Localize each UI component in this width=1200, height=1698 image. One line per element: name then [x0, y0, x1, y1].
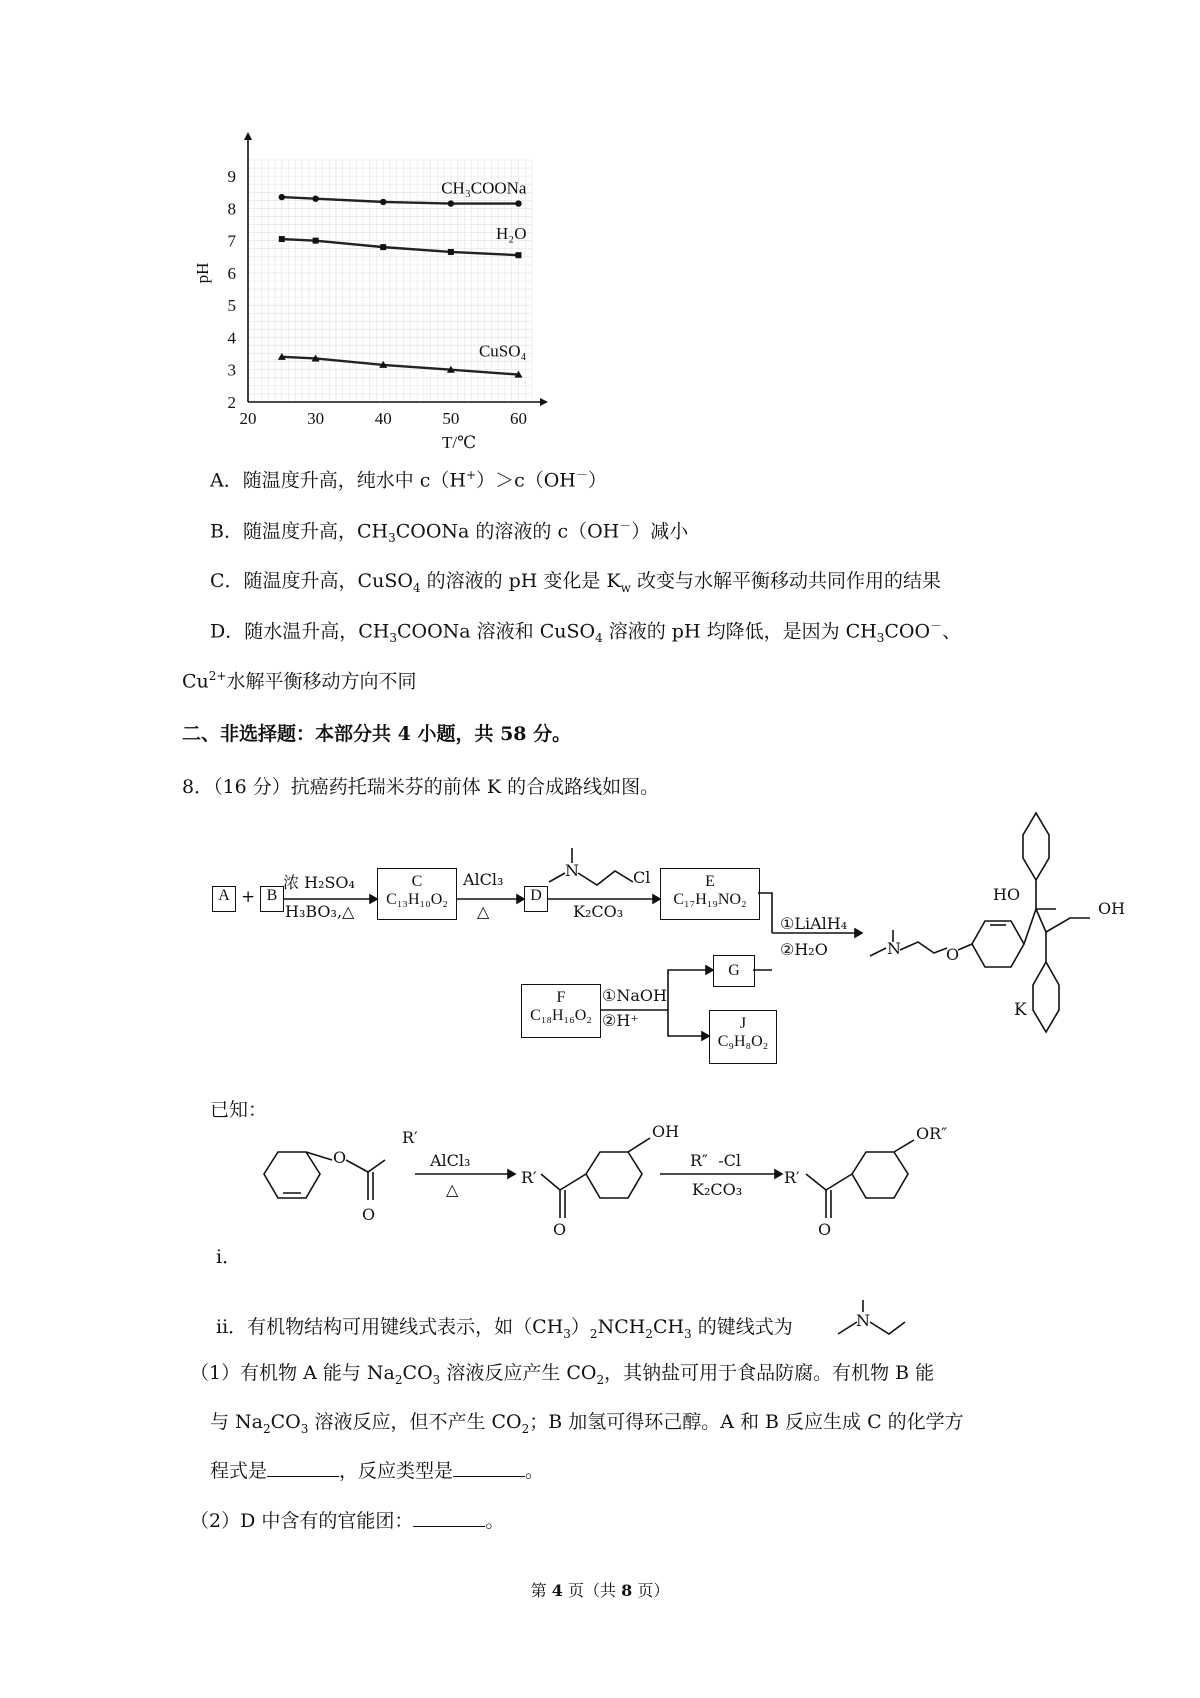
series-label: H₂O [495, 224, 527, 244]
option-text: 改变与水解平衡移动共同作用的结果 [630, 570, 941, 592]
reagent-nitrogen: N [565, 861, 579, 880]
option-text: ）减小 [631, 520, 689, 543]
hydroxy-benzene-ring [586, 1152, 642, 1198]
sub-question-1-line-1: （1）有机物 A 能与 $Na_2CO_3$ 溶液反应产生 $CO_2$，其钠盐可用于食品防腐。有机物 B 能 [190, 1362, 935, 1387]
condition-5-bottom: ②H⁺ [602, 1011, 639, 1030]
option-text: ）＞c（OH [476, 469, 576, 492]
compound-label: C [411, 873, 423, 890]
option-text: COONa 的溶液的 c（OH [395, 520, 620, 543]
option-d-cont: $Cu^{2+}$水解平衡移动方向不同 [182, 669, 417, 693]
sub-question-1-line-3 [210, 1459, 544, 1484]
compound-formula: C₁₈H₁₆O₂ [530, 1007, 592, 1025]
k-hydroxyl-label: HO [993, 885, 1021, 904]
answer-blank-functional-group[interactable] [413, 1510, 485, 1527]
sub-text: 溶液反应产生 CO [440, 1362, 597, 1384]
y-tick-label: 8 [227, 199, 236, 219]
known-condition-1-bottom: △ [446, 1180, 459, 1199]
known-i-label: i． [216, 1246, 242, 1268]
connector-line [758, 893, 772, 933]
option-text: COO [884, 620, 931, 643]
sub-question-2 [190, 1509, 504, 1534]
k-bond [958, 944, 972, 950]
k-bond [1024, 909, 1036, 944]
option-text: 随水温升高，CH [244, 620, 390, 643]
compound-label: D [530, 887, 542, 904]
footer-text: 页） [632, 1581, 670, 1600]
ketone-bond [806, 1174, 826, 1190]
ester-bond [346, 1160, 368, 1172]
k-bond [900, 942, 947, 953]
known-ii-part: ii．有机物结构可用键线式表示，如（CH [216, 1316, 564, 1338]
option-text: 随温度升高，纯水中 c（H [242, 469, 466, 492]
sub-text: 与 Na [210, 1411, 263, 1433]
r-prime-label: R′ [521, 1168, 537, 1187]
r-prime-label: R′ [784, 1168, 800, 1187]
k-bond [1046, 918, 1090, 932]
known-ii-part: CH [652, 1316, 685, 1338]
arrow-head [775, 1170, 782, 1178]
question-8-stem: 8．（16 分）抗癌药托瑞米芬的前体 K 的合成路线如图。 [182, 776, 660, 798]
sub-text: ，其钠盐可用于食品防腐。有机物 B 能 [604, 1362, 935, 1384]
sub-text: 。 [485, 1510, 505, 1532]
compound-label: J [739, 1015, 747, 1032]
y-tick-label: 2 [227, 393, 236, 412]
condition-1-top: 浓 H₂SO₄ [283, 873, 355, 892]
option-letter: B． [210, 520, 243, 543]
x-tick-label: 30 [307, 409, 325, 428]
option-text: 溶液的 pH 均降低，是因为 CH [602, 620, 877, 643]
y-tick-label: 5 [227, 296, 236, 316]
ketone-bond [541, 1174, 560, 1190]
footer-text: 页（共 [562, 1581, 622, 1600]
x-tick-label: 40 [374, 409, 392, 428]
option-text: Cu [182, 670, 209, 693]
ketone-bond [560, 1174, 586, 1190]
compound-k-label: K [1014, 1000, 1027, 1020]
reagent-bond [549, 873, 565, 882]
r-prime-label: R′ [402, 1128, 418, 1147]
ketone-bond [826, 1174, 852, 1190]
ester-oxygen-label: O [333, 1148, 347, 1167]
x-tick-label: 50 [442, 409, 460, 428]
compound-formula: C₁₃H₁₀O₂ [386, 891, 448, 909]
condition-2-bottom: △ [477, 902, 490, 921]
option-text: 随温度升高，CuSO [243, 570, 413, 592]
connector-line [668, 970, 706, 1010]
compound-label: A [218, 887, 230, 904]
condition-4-bottom: ②H₂O [780, 940, 828, 959]
reagent-chlorine: Cl [633, 868, 651, 887]
sub-text: ；B 加氢可得环己醇。A 和 B 反应生成 C 的化学方 [529, 1411, 964, 1433]
y-tick-label: 9 [227, 167, 236, 187]
y-tick-label: 3 [227, 360, 236, 380]
x-tick-label: 20 [239, 409, 257, 428]
arrow-head [855, 929, 862, 937]
known-condition-2-top: R″ -Cl [690, 1151, 741, 1170]
option-letter: D． [210, 620, 245, 643]
k-bond [1036, 909, 1046, 932]
ether-label: OR″ [916, 1124, 948, 1143]
answer-blank-equation[interactable] [267, 1460, 339, 1477]
sub-text: 。 [525, 1460, 545, 1482]
arrow-head [653, 895, 660, 903]
arrow-head [517, 895, 524, 903]
condition-5-top: ①NaOH [602, 986, 667, 1005]
condition-4-top: ①LiAlH₄ [780, 914, 848, 933]
known-ii-part: 的键线式为 [691, 1316, 793, 1338]
page-number: 4 [551, 1581, 563, 1600]
compound-label: G [728, 962, 740, 979]
skeletal-bond [838, 1322, 857, 1334]
section-heading: 二、非选择题：本部分共 4 小题，共 58 分。 [182, 723, 572, 745]
skeletal-nitrogen-label: N [856, 1311, 870, 1330]
ester-bond [368, 1160, 385, 1172]
arrow-head [370, 895, 377, 903]
option-text: 水解平衡移动方向不同 [226, 670, 417, 693]
series-label: CuSO₄ [478, 341, 527, 361]
total-pages: 8 [621, 1581, 633, 1600]
y-tick-label: 6 [227, 263, 236, 283]
ether-bond [894, 1140, 914, 1152]
connector-line [668, 1010, 702, 1036]
sub-text: CO [402, 1362, 433, 1384]
compound-label: F [556, 989, 566, 1006]
k-benzene-ring [1033, 962, 1059, 1032]
option-letter: C． [210, 570, 244, 592]
known-condition-2-bottom: K₂CO₃ [692, 1180, 743, 1199]
compound-formula: C₁₇H₁₉NO₂ [673, 891, 747, 909]
sub-text: CO [270, 1411, 301, 1433]
condition-2-top: AlCl₃ [463, 870, 504, 889]
y-tick-label: 4 [227, 328, 236, 348]
k-benzene-ring [1023, 813, 1049, 880]
sub-text: 溶液反应，但不产生 CO [308, 1411, 522, 1433]
option-text: 、 [942, 620, 962, 643]
sub-text: ，反应类型是 [339, 1460, 454, 1482]
option-a: A．随温度升高，纯水中 c（H+）＞c（OH－） [210, 468, 607, 492]
option-c: C．随温度升高，CuSO$_4$ 的溶液的 pH 变化是 $K_w$ 改变与水解平衡移动共同作用的结果 [210, 570, 941, 595]
sub-text: （1）有机物 A 能与 Na [190, 1362, 395, 1384]
ether-benzene-ring [852, 1152, 908, 1198]
sub-question-1-line-2: 与 $Na_2CO_3$ 溶液反应，但不产生 $CO_2$；B 加氢可得环己醇。A 和 B 反应生成 C 的化学方 [210, 1411, 964, 1436]
arrow-head [508, 1170, 515, 1178]
condition-1-bottom: H₃BO₃,△ [285, 902, 355, 921]
option-letter: A． [210, 469, 243, 492]
page-footer [0, 1578, 1200, 1601]
k-nitrogen-label: N [887, 939, 901, 958]
known-ii-text: ii．有机物结构可用键线式表示，如$(CH_3)_2NCH_2CH_3$ 的键线式为 [216, 1316, 793, 1341]
known-ii-part: ） [570, 1316, 590, 1338]
arrow-head [702, 1032, 709, 1040]
footer-text: 第 [530, 1581, 552, 1600]
compound-label: E [705, 873, 715, 890]
y-axis-label: pH [193, 262, 212, 284]
series-label: CH₃COONa [441, 178, 527, 198]
compound-label: B [266, 887, 278, 904]
carbonyl-oxygen-label: O [362, 1205, 376, 1224]
option-d: D．随水温升高，$CH_3COONa$ 溶液和 CuSO$_4$ 溶液的 pH 均降低，是因为 $CH_3COO^-$、 [210, 619, 962, 646]
hydroxy-bond [628, 1138, 650, 1152]
carbonyl-oxygen-label: O [553, 1220, 567, 1239]
reagent-bond [578, 871, 633, 885]
y-tick-label: 7 [227, 231, 236, 251]
option-text: 的溶液的 pH 变化是 K [420, 570, 621, 592]
compound-formula: C₉H₈O₂ [717, 1033, 769, 1051]
known-label: 已知： [210, 1099, 268, 1121]
k-ether-oxygen-label: O [946, 945, 960, 964]
x-axis-label: T/℃ [442, 433, 477, 452]
k-hydroxyl-label: OH [1098, 899, 1126, 918]
carbonyl-oxygen-label: O [818, 1220, 832, 1239]
k-bond [870, 948, 886, 956]
answer-blank-reaction-type[interactable] [453, 1460, 525, 1477]
option-text: 随温度升高，CH [242, 520, 389, 543]
x-tick-label: 60 [509, 409, 527, 428]
ester-benzene-ring [264, 1152, 320, 1198]
sub-text: 程式是 [210, 1460, 268, 1482]
known-ii-part: NCH [597, 1316, 646, 1338]
option-text: COONa 溶液和 CuSO [396, 620, 596, 643]
plus-sign: + [241, 887, 256, 907]
skeletal-bond [870, 1322, 905, 1334]
option-b: B．随温度升高，$CH_3COONa$ 的溶液的 c（OH－）减小 [210, 519, 689, 546]
condition-3-bottom: K₂CO₃ [573, 902, 624, 921]
arrow-head [706, 966, 713, 974]
hydroxyl-label: OH [652, 1122, 680, 1141]
k-benzene-ring [972, 921, 1024, 967]
known-condition-1-top: AlCl₃ [430, 1151, 471, 1170]
option-text: ） [587, 469, 607, 492]
sub-text: （2）D 中含有的官能团： [190, 1510, 414, 1532]
